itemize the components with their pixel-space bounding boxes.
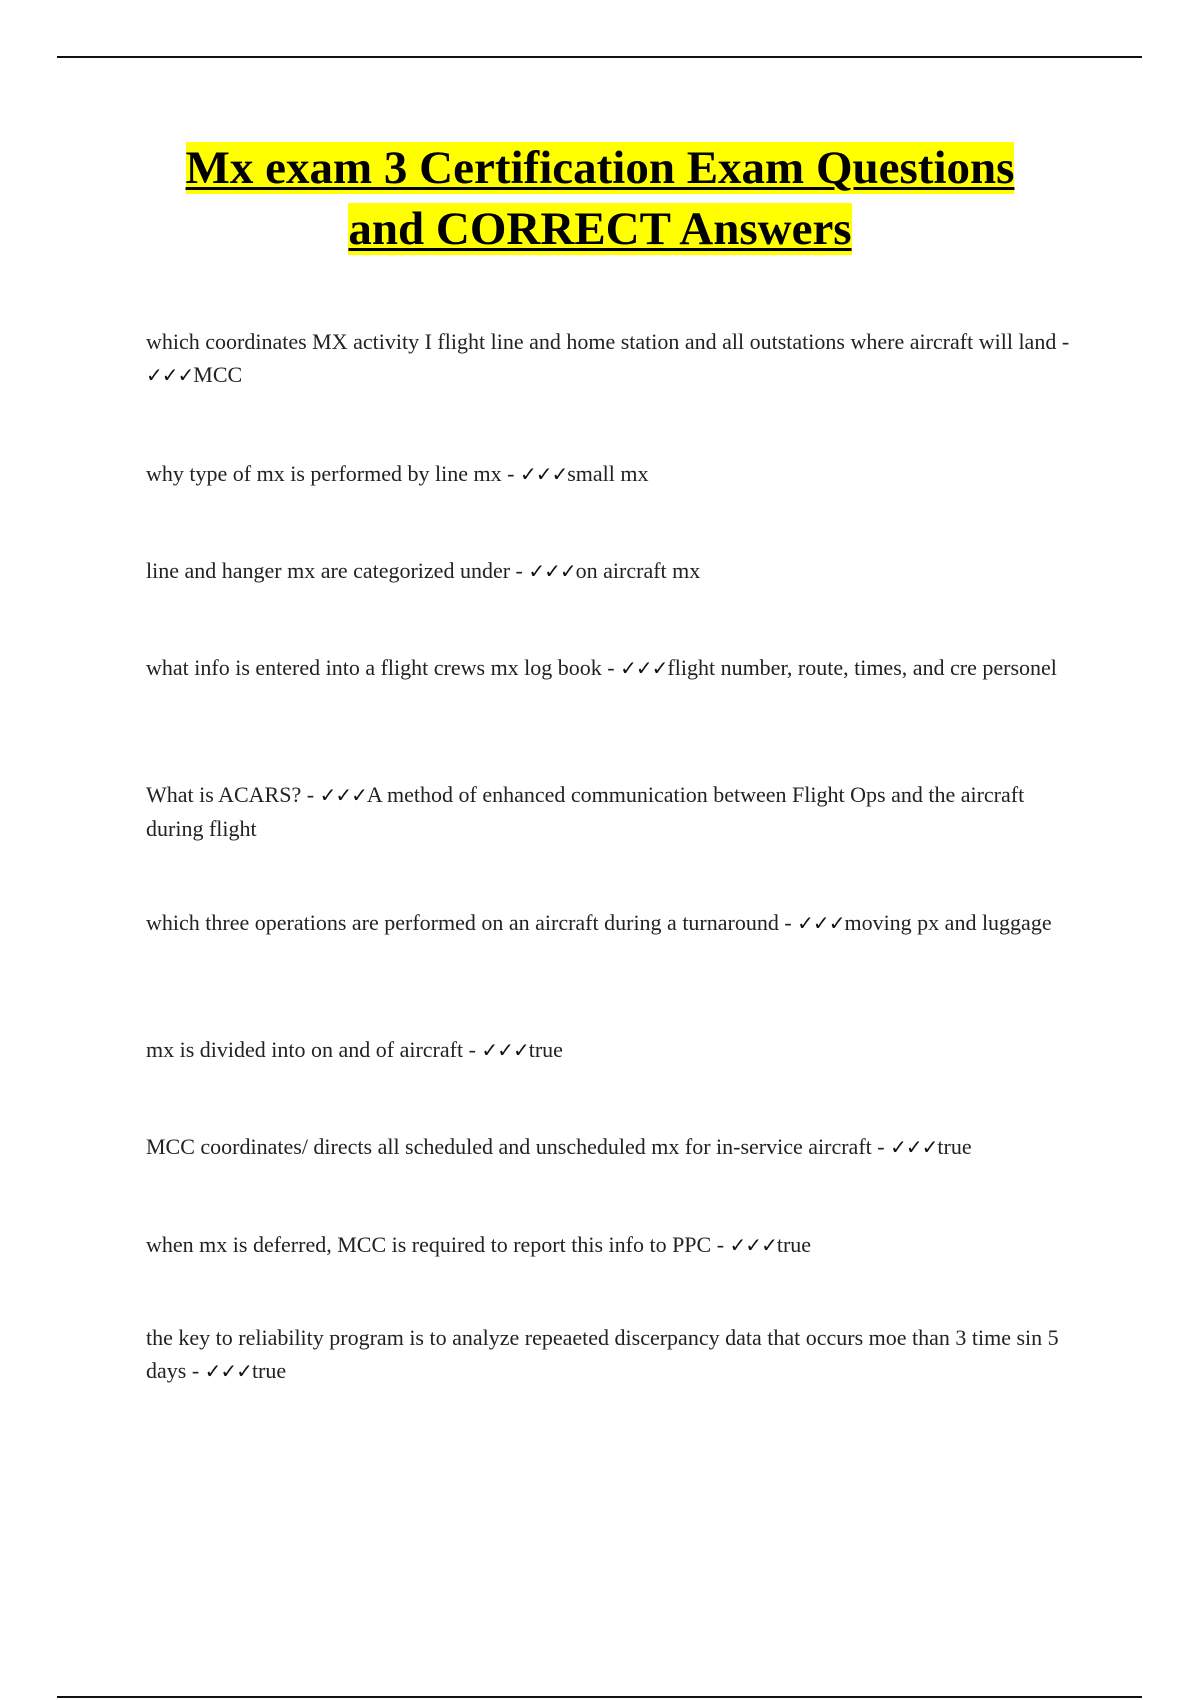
check-mark-icon: ✓✓✓: [204, 1359, 252, 1383]
separator: -: [711, 1232, 730, 1257]
separator: -: [510, 558, 529, 583]
question-text: why type of mx is performed by line mx: [146, 461, 502, 486]
qa-item: [146, 1033, 1076, 1067]
question-text: What is ACARS?: [146, 782, 302, 807]
check-mark-icon: ✓✓✓: [890, 1135, 938, 1159]
title-line-2: and CORRECT Answers: [348, 203, 852, 255]
check-mark-icon: ✓✓✓: [146, 363, 194, 387]
answer-text: A method of enhanced communication between Flight Ops and the aircraft during flight: [146, 782, 1025, 841]
title-line-1: Mx exam 3 Certification Exam Questions: [185, 142, 1015, 194]
check-mark-icon: ✓✓✓: [319, 783, 367, 807]
separator: -: [186, 1358, 205, 1383]
answer-text: true: [528, 1037, 563, 1062]
question-text: when mx is deferred, MCC is required to report this info to PPC: [146, 1232, 712, 1257]
question-text: which coordinates MX activity I flight line and home station and all outstations where aircraft will land: [146, 329, 1057, 354]
question-text: the key to reliability program is to analyze repeaeted discerpancy data that occurs moe than 3 time sin 5 days: [146, 1325, 1059, 1383]
question-text: mx is divided into on and of aircraft: [146, 1037, 464, 1062]
answer-text: MCC: [193, 362, 243, 387]
qa-item: [146, 1130, 1076, 1164]
separator: -: [871, 1134, 891, 1159]
check-mark-icon: ✓✓✓: [620, 656, 668, 680]
question-text: line and hanger mx are categorized under: [146, 558, 511, 583]
qa-item: [146, 1321, 1076, 1388]
qa-item: [146, 906, 1076, 940]
qa-item: [146, 1228, 1076, 1262]
answer-text: true: [776, 1232, 812, 1257]
qa-item: [146, 457, 1076, 491]
question-text: what info is entered into a flight crews mx log book: [146, 655, 602, 680]
answer-text: true: [251, 1358, 287, 1383]
top-rule: [57, 56, 1142, 58]
answer-text: small mx: [567, 461, 649, 486]
answer-text: moving px and luggage: [844, 910, 1052, 935]
qa-item: [146, 325, 1076, 392]
answer-text: flight number, route, times, and cre personel: [667, 655, 1057, 680]
check-mark-icon: ✓✓✓: [481, 1038, 529, 1062]
separator: -: [778, 910, 798, 935]
check-mark-icon: ✓✓✓: [528, 559, 576, 583]
question-text: which three operations are performed on an aircraft during a turnaround: [146, 910, 779, 935]
answer-text: on aircraft mx: [575, 558, 701, 583]
question-text: MCC coordinates/ directs all scheduled and unscheduled mx for in-service aircraft: [146, 1134, 872, 1159]
document-title: [100, 138, 1100, 260]
separator: -: [501, 461, 520, 486]
separator: -: [601, 655, 621, 680]
check-mark-icon: ✓✓✓: [729, 1233, 777, 1257]
bottom-rule: [57, 1696, 1142, 1698]
qa-item: [146, 778, 1076, 845]
check-mark-icon: ✓✓✓: [797, 911, 845, 935]
qa-item: [146, 651, 1076, 685]
answer-text: true: [937, 1134, 972, 1159]
separator: -: [463, 1037, 482, 1062]
separator: -: [1056, 329, 1070, 354]
check-mark-icon: ✓✓✓: [519, 462, 568, 486]
separator: -: [301, 782, 320, 807]
qa-item: [146, 554, 1076, 588]
